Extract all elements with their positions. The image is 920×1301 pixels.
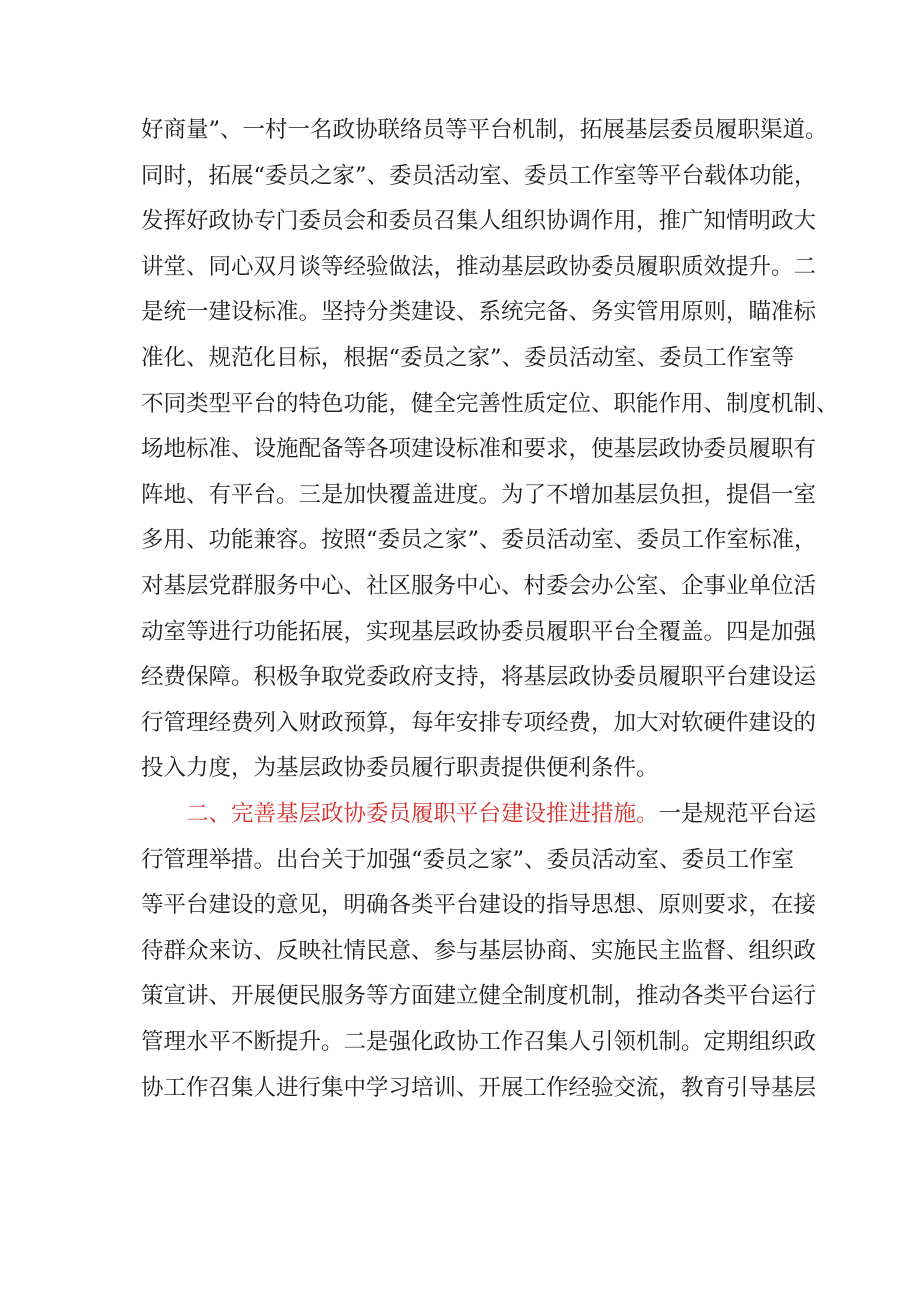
paragraph-line: 准化、规范化目标，根据“委员之家”、委员活动室、委员工作室等 [141, 344, 795, 371]
paragraph-line: 发挥好政协专门委员会和委员召集人组织协调作用，推广知情明政大 [141, 208, 817, 235]
paragraph-1 [141, 108, 839, 792]
paragraph-line: 行管理经费列入财政预算，每年安排专项经费，加大对软硬件建设的 [141, 709, 817, 736]
paragraph-line: 待群众来访、反映社情民意、参与基层协商、实施民主监督、组织政 [141, 937, 817, 964]
paragraph-line: 好商量”、一村一名政协联络员等平台机制，拓展基层委员履职渠道。 [141, 117, 828, 143]
paragraph-line: 对基层党群服务中心、社区服务中心、村委会办公室、企事业单位活 [141, 572, 817, 599]
paragraph-first-line [141, 792, 817, 838]
paragraph-line: 管理水平不断提升。二是强化政协工作召集人引领机制。定期组织政 [141, 1028, 817, 1055]
paragraph-line: 协工作召集人进行集中学习培训、开展工作经验交流，教育引导基层 [141, 1074, 817, 1101]
heading-continuation: 一是规范平台运 [658, 801, 817, 827]
paragraph-line: 场地标准、设施配备等各项建设标准和要求，使基层政协委员履职有 [141, 436, 817, 463]
paragraph-line: 多用、功能兼容。按照“委员之家”、委员活动室、委员工作室标准， [141, 527, 817, 554]
paragraph-line: 投入力度，为基层政协委员履行职责提供便利条件。 [141, 755, 659, 782]
section-heading: 二、完善基层政协委员履职平台建设推进措施。 [186, 801, 659, 827]
paragraph-line: 是统一建设标准。坚持分类建设、系统完备、务实管用原则，瞄准标 [141, 299, 817, 326]
paragraph-line: 经费保障。积极争取党委政府支持，将基层政协委员履职平台建设运 [141, 664, 817, 691]
paragraph-line: 等平台建设的意见，明确各类平台建设的指导思想、原则要求，在接 [141, 892, 817, 919]
paragraph-2 [141, 792, 817, 1111]
paragraph-line: 行管理举措。出台关于加强“委员之家”、委员活动室、委员工作室 [141, 846, 795, 873]
paragraph-line: 同时，拓展“委员之家”、委员活动室、委员工作室等平台载体功能， [141, 162, 817, 189]
paragraph-line: 讲堂、同心双月谈等经验做法，推动基层政协委员履职质效提升。二 [141, 253, 817, 280]
paragraph-line: 动室等进行功能拓展，实现基层政协委员履职平台全覆盖。四是加强 [141, 618, 817, 645]
paragraph-line: 策宣讲、开展便民服务等方面建立健全制度机制，推动各类平台运行 [141, 983, 817, 1010]
paragraph-line: 阵地、有平台。三是加快覆盖进度。为了不增加基层负担，提倡一室 [141, 481, 817, 508]
paragraph-line: 不同类型平台的特色功能，健全完善性质定位、职能作用、制度机制、 [141, 390, 839, 417]
